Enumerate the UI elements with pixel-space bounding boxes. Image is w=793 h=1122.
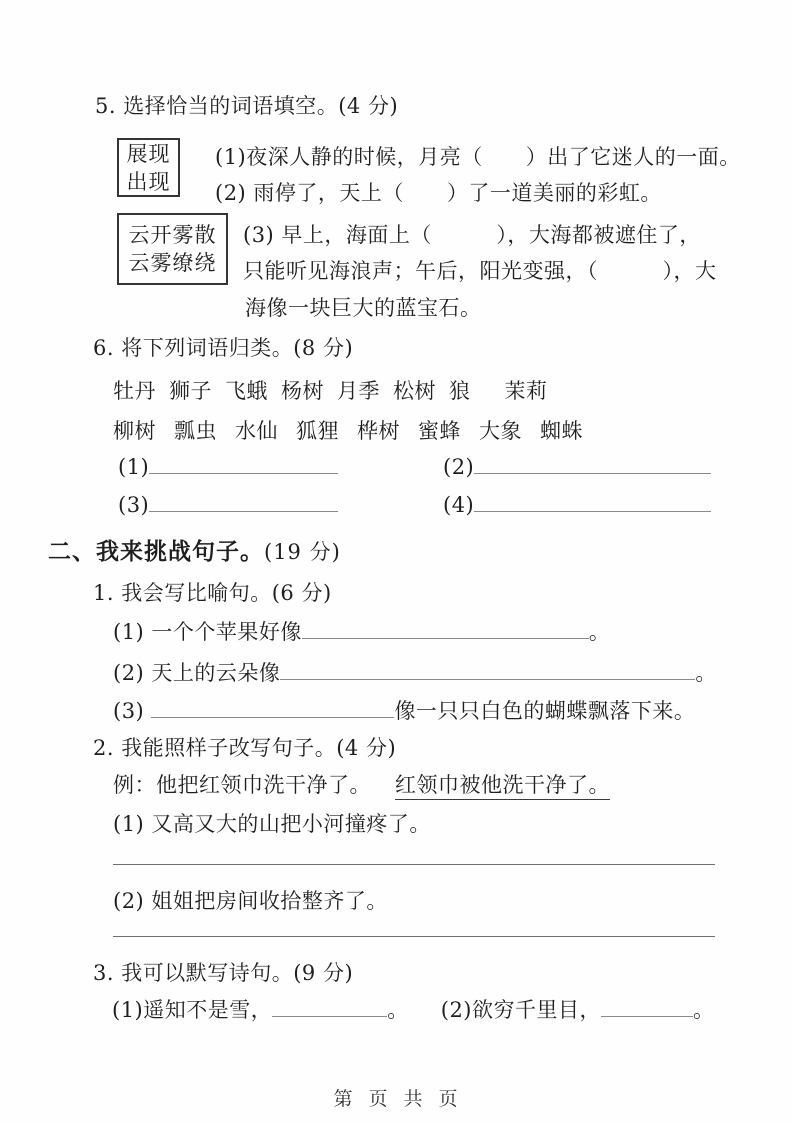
word: 柳树 [113,419,156,443]
q6-word-row-2 [113,415,583,445]
word: 杨树 [281,379,324,403]
s2-q3-items [112,996,715,1024]
answer-line [113,864,715,865]
word: 水仙 [235,419,278,443]
s2-q2-item-1: (1) 又高又大的山把小河撞疼了。 [113,812,431,836]
q5-item-1: (1)夜深人静的时候，月亮（ ）出了它迷人的一面。 [215,145,741,169]
s2-q1-item-2 [113,659,717,687]
word-option: 展现 [126,141,171,166]
word-option: 云开雾散 [128,223,217,247]
answer-line [149,457,338,474]
q5-item-3-line-3: 海像一块巨大的蓝宝石。 [245,296,482,320]
answer-line [474,457,711,474]
word: 蜘蛛 [540,419,583,443]
answer-line [151,701,394,718]
q6-word-row-1 [113,375,548,405]
s2-q1-title: 1. 我会写比喻句。(6 分) [93,581,332,605]
word: 狐狸 [296,419,339,443]
s2-q1-item-3 [113,697,695,725]
word: 狼 [449,379,471,403]
section-2-heading [48,533,341,566]
q5-word-box-1 [117,138,180,197]
s2-q3-title: 3. 我可以默写诗句。(9 分) [93,961,354,985]
blank-label: (2) [443,455,475,479]
answer-line [474,495,711,512]
word: 狮子 [169,379,212,403]
word: 飞蛾 [225,379,268,403]
item-period: 。 [588,620,611,644]
item-period: 。 [695,661,717,685]
q6-title: 6. 将下列词语归类。(8 分) [93,336,354,360]
q6-answer-blank-3 [118,491,338,519]
item-text: (1) 一个个苹果好像 [113,620,302,644]
q5-item-2: (2) 雨停了，天上（ ）了一道美丽的彩虹。 [215,181,662,205]
word-option: 云雾缭绕 [128,251,217,275]
word: 瓢虫 [174,419,217,443]
item-period: 。 [693,998,715,1022]
s2-q2-item-2: (2) 姐姐把房间收拾整齐了。 [113,889,388,913]
answer-line [272,1000,387,1017]
example-sentence: 例：他把红领巾洗干净了。 [113,773,371,797]
item-label: (3) [113,699,145,723]
s2-q2-title: 2. 我能照样子改写句子。(4 分) [93,736,397,760]
word: 蜜蜂 [418,419,461,443]
q5-title: 5. 选择恰当的词语填空。(4 分) [95,94,399,118]
answer-line [280,663,695,680]
s2-q2-example [113,771,610,799]
blank-label: (1) [118,455,150,479]
answer-line [302,622,589,639]
word: 茉莉 [504,379,548,403]
example-answer-wrap [395,773,610,797]
q5-word-box-2 [117,213,228,285]
answer-line [113,936,715,937]
word: 松树 [393,379,436,403]
s2-q1-item-1 [113,618,610,646]
word: 牡丹 [113,379,156,403]
answer-line [601,1000,693,1017]
blank-label: (3) [118,493,150,517]
q6-answer-blank-2 [443,453,711,481]
word: 桦树 [357,419,400,443]
poem-line-2: (2)欲穷千里目， [440,998,601,1022]
example-answer-underlined: 红领巾被他洗干净了。 [395,773,610,800]
q6-answer-blank-1 [118,453,338,481]
q5-item-3-line-1: (3) 早上，海面上（ ），大海都被遮住了， [243,223,701,247]
word: 月季 [337,379,380,403]
word-option: 出现 [126,169,171,194]
item-text: 像一只只白色的蝴蝶飘落下来。 [394,699,696,723]
page-footer: 第 页 共 页 [333,1088,460,1110]
item-period: 。 [387,998,409,1022]
q5-item-3-line-2: 只能听见海浪声；午后，阳光变强，（ ），大 [243,259,717,283]
answer-line [149,495,338,512]
section-2-heading-text: 二、我来挑战句子。 [48,539,264,565]
q6-answer-blank-4 [443,491,711,519]
section-2-score: (19 分) [264,540,341,564]
item-text: (2) 天上的云朵像 [113,661,281,685]
word: 大象 [479,419,522,443]
blank-label: (4) [443,493,475,517]
poem-line-1: (1)遥知不是雪， [112,998,273,1022]
